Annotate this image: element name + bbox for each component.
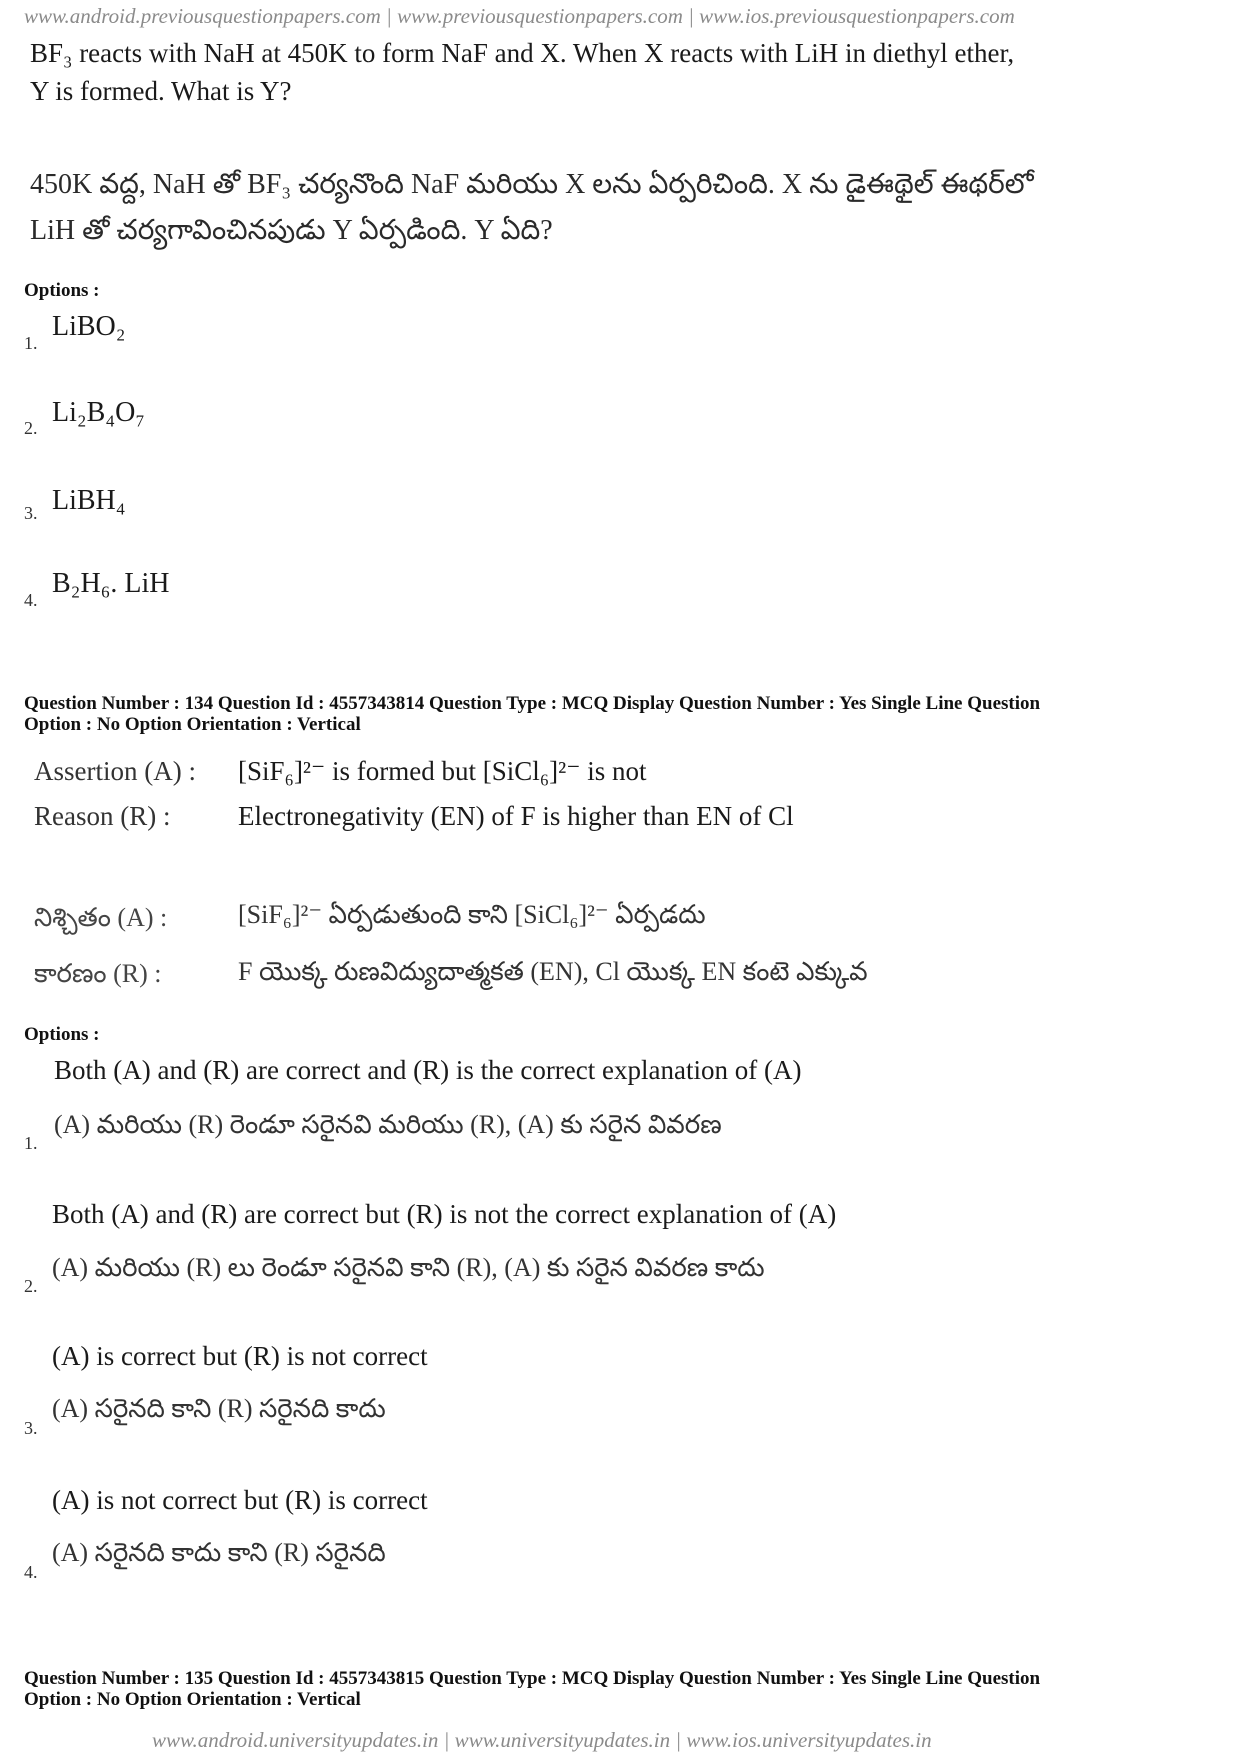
options-label: Options : [24, 280, 100, 301]
meta-line: Option : No Option Orientation : Vertical [24, 1689, 361, 1710]
footer-watermark: www.android.universityupdates.in | www.universityupdates.in | www.ios.universityupdates.in [152, 1728, 932, 1752]
telugu-reason-label: కారణం (R) : [34, 959, 162, 988]
option-text-telugu: (A) మరియు (R) లు రెండూ సరైనవి కాని (R), (A) కు సరైన వివరణ కాదు [52, 1253, 765, 1282]
question-line: LiH తో చర్యగావించినపుడు Y ఏర్పడింది. Y ఏది? [30, 215, 553, 246]
option-number: 1. [24, 1133, 38, 1153]
option-text-english: Both (A) and (R) are correct and (R) is the correct explanation of (A) [54, 1055, 802, 1085]
option-text-telugu: (A) సరైనది కాని (R) సరైనది కాదు [52, 1394, 386, 1423]
reason-label: Reason (R) : [34, 801, 171, 831]
option-text-telugu: (A) మరియు (R) రెండూ సరైనవి మరియు (R), (A) కు సరైన వివరణ [54, 1110, 722, 1139]
question-meta [24, 1668, 1224, 1710]
option-text: Li₂B₄O₇ [52, 397, 146, 428]
question-meta [24, 693, 1224, 735]
option-text: LiBO₂ [52, 311, 126, 342]
header-watermark: www.android.previousquestionpapers.com | www.previousquestionpapers.com | www.ios.previousquestionpapers.com [24, 4, 1015, 28]
option-text: B₂H₆. LiH [52, 568, 170, 599]
option-text-telugu: (A) సరైనది కాదు కాని (R) సరైనది [52, 1538, 386, 1567]
question-text-telugu [30, 162, 1034, 254]
question-line: 450K వద్ద, NaH తో BF₃ చర్యనొంది NaF మరియు X లను ఏర్పరిచింది. X ను డైఈథైల్ ఈథర్‌లో [30, 169, 1034, 200]
option-number: 1. [24, 333, 38, 353]
meta-line: Question Number : 135 Question Id : 4557343815 Question Type : MCQ Display Question Number : Yes Single Line Question [24, 1668, 1041, 1689]
assertion-label: Assertion (A) : [34, 756, 196, 786]
question-text-english [30, 34, 1014, 110]
option-text-english: Both (A) and (R) are correct but (R) is not the correct explanation of (A) [52, 1199, 837, 1229]
meta-line: Option : No Option Orientation : Vertical [24, 714, 361, 735]
telugu-assertion-label: నిశ్చితం (A) : [34, 903, 168, 932]
question-line: Y is formed. What is Y? [30, 76, 292, 106]
option-text: LiBH₄ [52, 485, 126, 516]
option-number: 3. [24, 1418, 38, 1438]
option-number: 2. [24, 418, 38, 438]
option-number: 4. [24, 590, 38, 610]
option-text-english: (A) is not correct but (R) is correct [52, 1485, 428, 1515]
reason-text: Electronegativity (EN) of F is higher than EN of Cl [238, 801, 794, 831]
question-line: BF₃ reacts with NaH at 450K to form NaF and X. When X reacts with LiH in diethyl ether, [30, 38, 1015, 68]
meta-line: Question Number : 134 Question Id : 4557343814 Question Type : MCQ Display Question Number : Yes Single Line Question [24, 693, 1041, 714]
telugu-assertion-text: [SiF₆]²⁻ ఏర్పడుతుంది కాని [SiCl₆]²⁻ ఏర్పడదు [238, 900, 706, 929]
assertion-text: [SiF₆]²⁻ is formed but [SiCl₆]²⁻ is not [238, 756, 647, 786]
option-text-english: (A) is correct but (R) is not correct [52, 1341, 428, 1371]
telugu-reason-text: F యొక్క రుణవిద్యుదాత్మకత (EN), Cl యొక్క EN కంటె ఎక్కువ [238, 957, 868, 986]
option-number: 2. [24, 1276, 38, 1296]
options-label: Options : [24, 1024, 100, 1045]
option-number: 3. [24, 503, 38, 523]
option-number: 4. [24, 1562, 38, 1582]
